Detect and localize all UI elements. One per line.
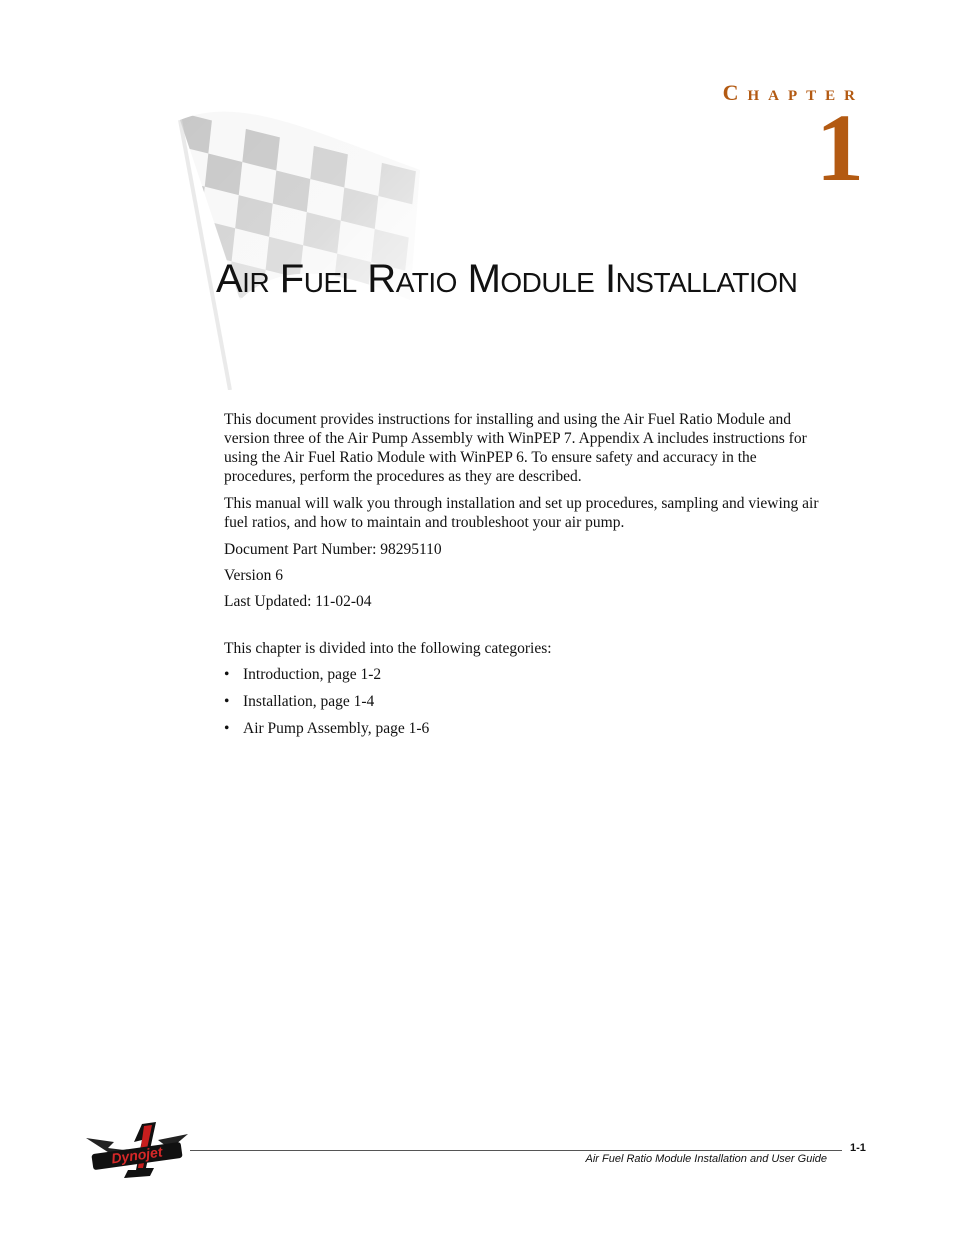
svg-text:Dynojet: Dynojet [110, 1143, 164, 1167]
dynojet-logo-icon [84, 1120, 190, 1180]
chapter-body [224, 410, 824, 746]
document-part-number: Document Part Number: 98295110 [224, 541, 442, 558]
category-link[interactable]: Air Pump Assembly, page 1-6 [243, 720, 430, 737]
footer-rule [190, 1150, 842, 1151]
categories-intro: This chapter is divided into the following categories: [224, 640, 552, 657]
category-link[interactable]: Installation, page 1-4 [243, 693, 375, 710]
bullet-icon: • [224, 693, 230, 710]
category-item-introduction[interactable] [224, 665, 824, 684]
checkered-flag-icon [170, 90, 450, 390]
chapter-number: 1 [816, 94, 864, 201]
bullet-icon: • [224, 666, 230, 683]
page-number: 1-1 [850, 1142, 866, 1154]
last-updated: Last Updated: 11-02-04 [224, 593, 372, 610]
document-version: Version 6 [224, 567, 283, 584]
category-link[interactable]: Introduction, page 1-2 [243, 666, 382, 683]
category-list [224, 665, 824, 738]
guide-title: Air Fuel Ratio Module Installation and User Guide [585, 1153, 827, 1165]
bullet-icon: • [224, 720, 230, 737]
intro-paragraph: This document provides instructions for installing and using the Air Fuel Ratio Module and version three of the Air Pump Assembly with WinPEP 7. Appendix A includes instructions for using the Air Fuel Ratio Module with WinPEP 6. To ensure safety and accuracy in the procedures, perform the procedures as they are described. [224, 411, 807, 485]
overview-paragraph: This manual will walk you through installation and set up procedures, sampling and viewing air fuel ratios, and how to maintain and troubleshoot your air pump. [224, 495, 819, 531]
category-item-air-pump-assembly[interactable] [224, 719, 824, 738]
chapter-title: Air Fuel Ratio Module Installation [216, 257, 798, 301]
category-item-installation[interactable] [224, 692, 824, 711]
chapter-label: Chapter [722, 80, 864, 105]
